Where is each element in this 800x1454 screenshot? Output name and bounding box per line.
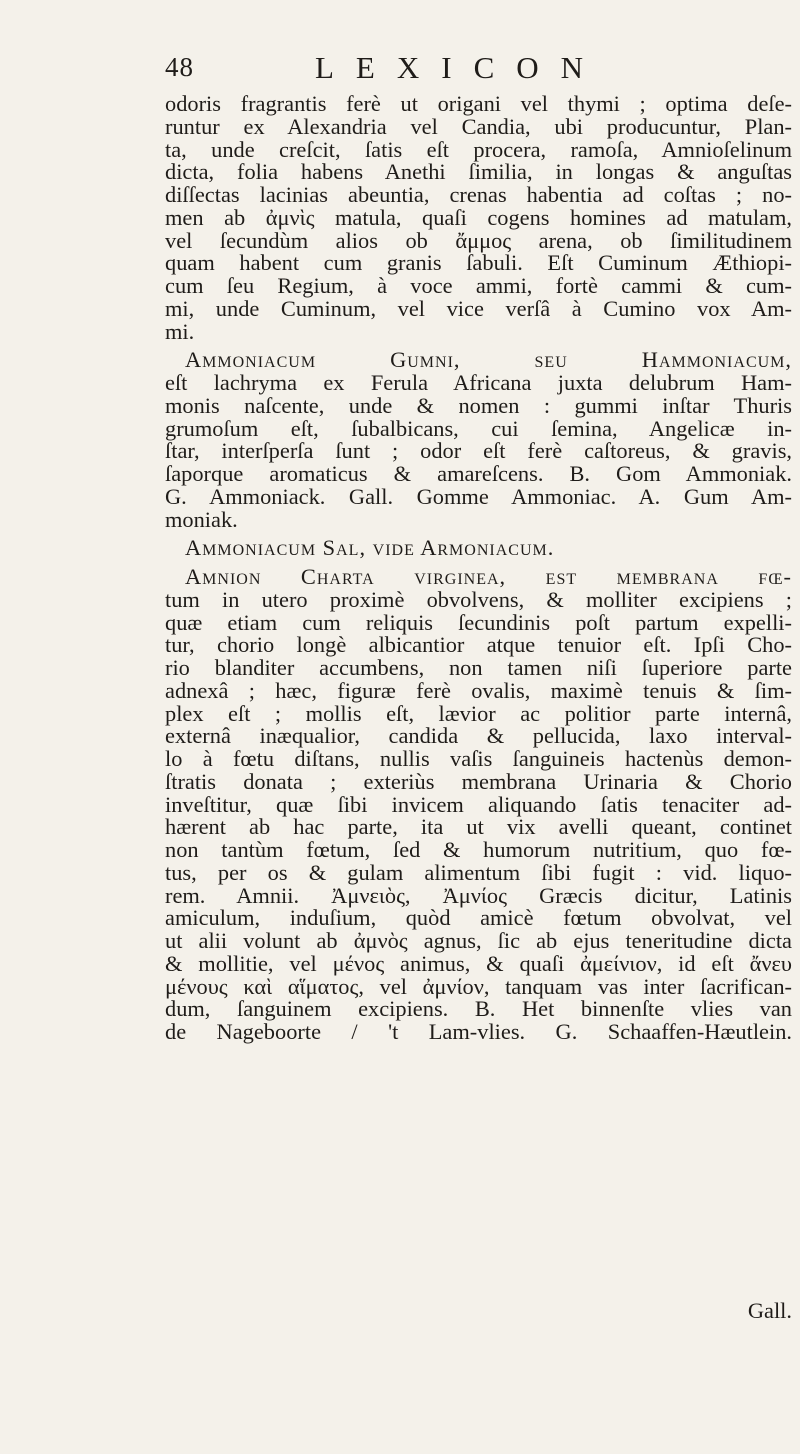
text-line: ſtratis donata ; exteriùs membrana Urinaria & Chorio bbox=[165, 768, 792, 794]
text-line: μένους καὶ αἵματος, vel ἀμνίον, tanquam vas inter ſacrifican- bbox=[165, 973, 792, 999]
text-line: rem. Amnii. Ἀμνειὸς, Ἀμνίος Græcis dicitur, Latinis bbox=[165, 882, 792, 908]
text-line: quæ etiam cum reliquis ſecundinis poſt partum expelli- bbox=[165, 609, 792, 635]
text-line: ta, unde creſcit, ſatis eſt procera, ramoſa, Amnioſelinum bbox=[165, 136, 792, 162]
text-line: de Nageboorte / 't Lam-vlies. G. Schaaffen-Hæutlein. bbox=[165, 1019, 792, 1044]
text-line: tus, per os & gulam alimentum ſibi fugit : vid. liquo- bbox=[165, 859, 792, 885]
text-line: tum in utero proximè obvolvens, & molliter excipiens ; bbox=[165, 586, 792, 612]
text-line: eſt lachryma ex Ferula Africana juxta delubrum Ham- bbox=[165, 370, 792, 395]
text-line: diſſectas lacinias abeuntia, crenas habentia ad coſtas ; no- bbox=[165, 182, 792, 207]
text-line: inveſtitur, quæ ſibi invicem aliquando ſatis tenaciter ad- bbox=[165, 791, 792, 817]
text-line: monis naſcente, unde & nomen : gummi inſtar Thuris bbox=[165, 392, 792, 418]
catchword: Gall. bbox=[747, 1298, 792, 1323]
entry-heading-ammoniacum-gumni: Ammoniacum Gumni, ſeu Hammoniacum, bbox=[185, 347, 792, 373]
text-line: mi. bbox=[165, 318, 195, 344]
running-head: LEXICON bbox=[315, 50, 606, 85]
text-line: ſtar, interſperſa ſunt ; odor eſt ferè caſtoreus, & gravis, bbox=[165, 438, 792, 464]
text-line: ſaporque aromaticus & amareſcens. B. Gom Ammoniak. bbox=[165, 461, 792, 486]
text-line: & mollitie, vel μένος animus, & quaſi ἀμείνιον, id eſt ἄνευ bbox=[165, 950, 792, 976]
text-line: rio blanditer accumbens, non tamen niſi ſuperiore parte bbox=[165, 655, 792, 680]
page-number: 48 bbox=[165, 52, 194, 82]
text-line: amiculum, induſium, quòd amicè fœtum obvolvat, vel bbox=[165, 905, 792, 931]
text-line: quam habent cum granis ſabuli. Eſt Cuminum Æthiopi- bbox=[165, 250, 792, 276]
entry-heading-ammoniacum-sal: Ammoniacum Sal, vide Armoniacum. bbox=[185, 535, 555, 561]
text-line: non tantùm fœtum, ſed & humorum nutritium, quo fœ- bbox=[165, 837, 792, 862]
text-line: G. Ammoniack. Gall. Gomme Ammoniac. A. Gum Am- bbox=[165, 483, 792, 509]
text-line: dum, ſanguinem excipiens. B. Het binnenſte vlies van bbox=[165, 996, 792, 1022]
text-line: odoris fragrantis ferè ut origani vel thymi ; optima deſe- bbox=[165, 91, 792, 116]
text-line: adnexâ ; hæc, figuræ ferè ovalis, maximè tenuis & ſim- bbox=[165, 677, 792, 703]
text-line: cum ſeu Regium, à voce ammi, fortè cammi & cum- bbox=[165, 273, 792, 298]
text-line: moniak. bbox=[165, 506, 238, 532]
text-line: dicta, folia habens Anethi ſimilia, in longas & anguſtas bbox=[165, 159, 792, 185]
text-line: plex eſt ; mollis eſt, lævior ac politior parte internâ, bbox=[165, 700, 792, 726]
text-line: runtur ex Alexandria vel Candia, ubi producuntur, Plan- bbox=[165, 113, 792, 139]
text-line: tur, chorio longè albicantior atque tenuior eſt. Ipſi Cho- bbox=[165, 632, 792, 658]
text-line: vel ſecundùm alios ob ἄμμος arena, ob ſimilitudinem bbox=[165, 227, 792, 253]
text-line: externâ inæqualior, candida & pellucida, laxo interval- bbox=[165, 723, 792, 749]
text-line: grumoſum eſt, ſubalbicans, cui ſemina, Angelicæ in- bbox=[165, 415, 792, 441]
text-line: hærent ab hac parte, ita ut vix avelli queant, continet bbox=[165, 814, 792, 840]
text-body bbox=[165, 93, 792, 1044]
page-header bbox=[165, 50, 795, 90]
text-line: ut alii volunt ab ἀμνὸς agnus, ſic ab ejus teneritudine dicta bbox=[165, 928, 792, 953]
entry-heading-amnion: Amnion Charta virginea, eſt membrana fœ- bbox=[185, 564, 792, 589]
text-line: lo à fœtu diſtans, nullis vaſis ſanguineis hactenùs demon- bbox=[165, 746, 792, 771]
text-line: mi, unde Cuminum, vel vice verſâ à Cumino vox Am- bbox=[165, 295, 792, 321]
text-line: men ab ἀμνὶς matula, quaſi cogens homines ad matulam, bbox=[165, 204, 792, 230]
